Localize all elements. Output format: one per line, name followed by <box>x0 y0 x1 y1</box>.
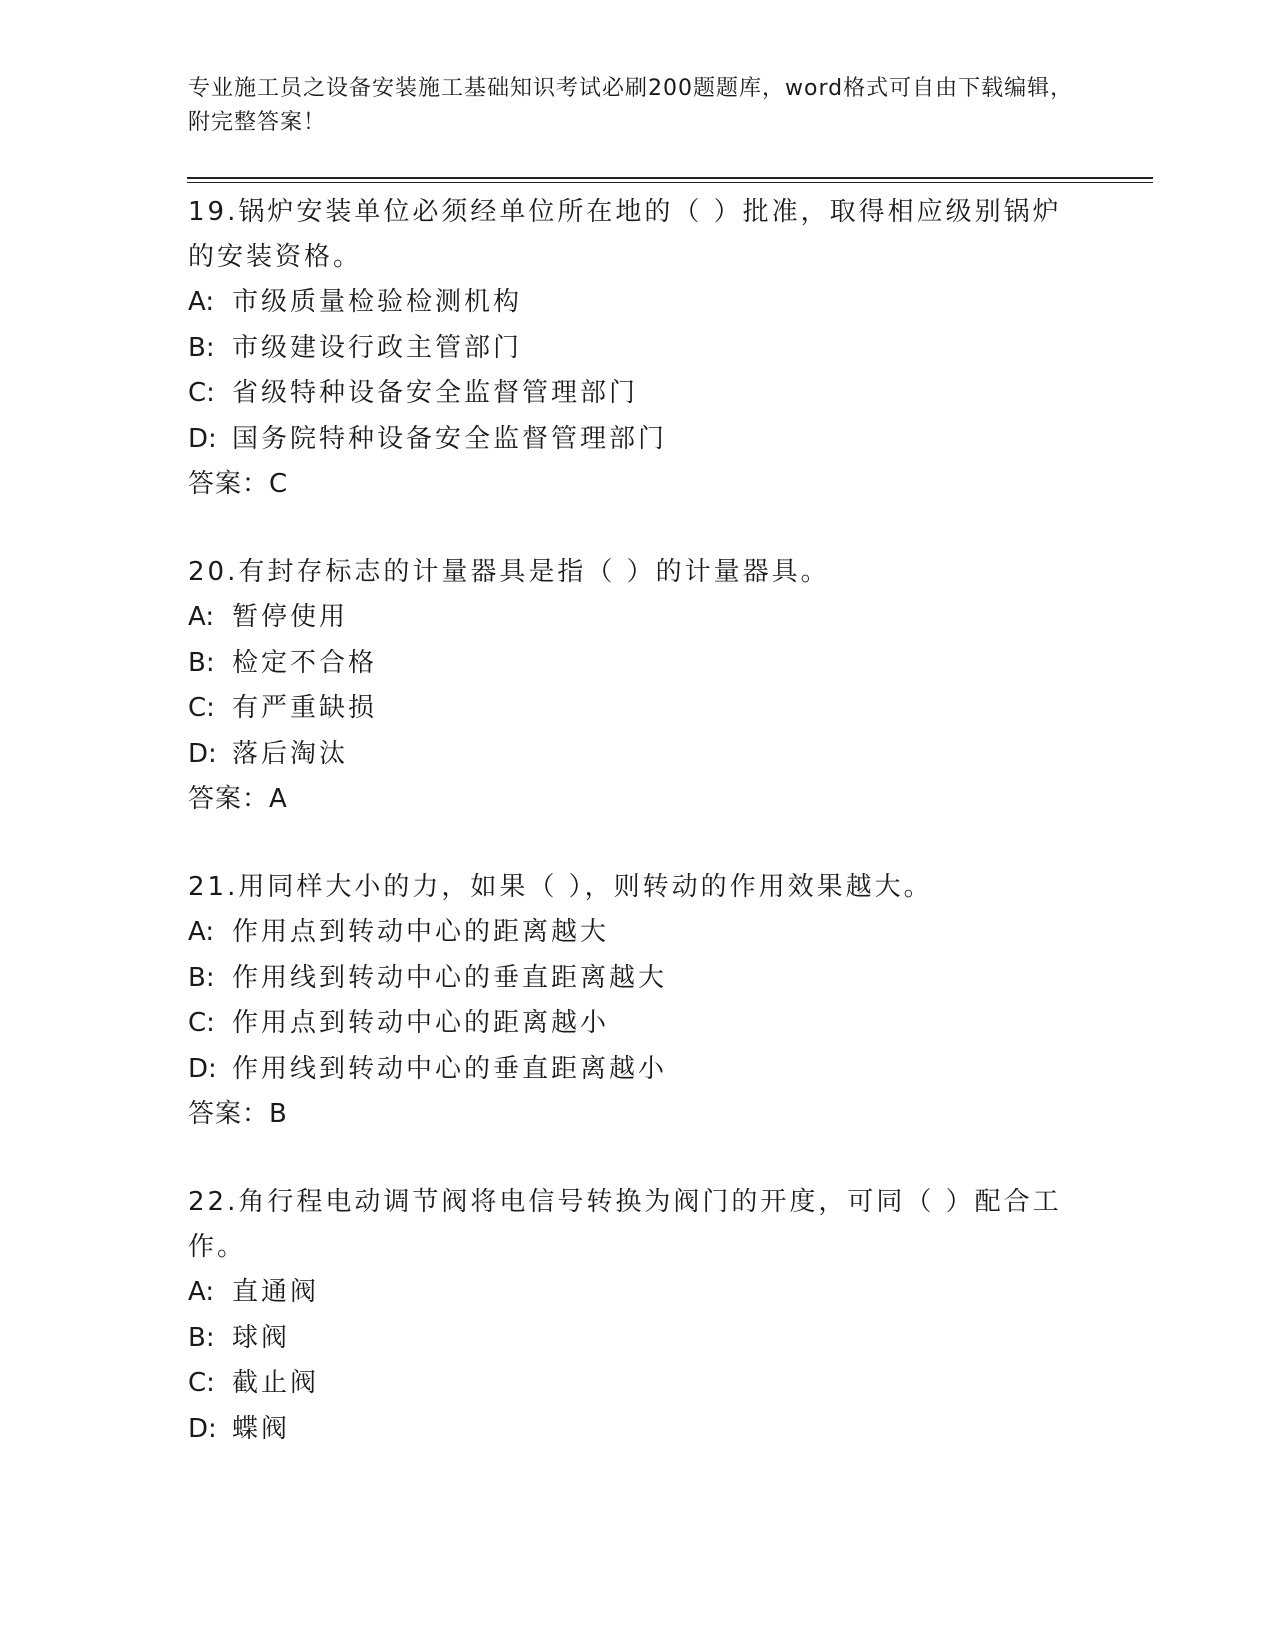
option-letter: A: <box>188 1277 215 1307</box>
option-text: 截止阀 <box>232 1368 320 1398</box>
option-b <box>188 326 1088 372</box>
option-text: 球阀 <box>232 1322 291 1353</box>
question-list <box>188 190 1088 1495</box>
question-stem: 21.用同样大小的力，如果（ ），则转动的作用效果越大。 <box>188 872 933 902</box>
option-text: 作用线到转动中心的垂直距离越小 <box>232 1053 668 1084</box>
option-text: 直通阀 <box>232 1277 320 1307</box>
option-a <box>188 910 1088 956</box>
option-b <box>188 641 1088 687</box>
option-letter: D: <box>188 423 217 454</box>
option-letter: A: <box>188 917 215 947</box>
option-a <box>188 595 1088 641</box>
option-letter: A: <box>188 287 215 317</box>
option-text: 蝶阀 <box>232 1413 291 1444</box>
option-letter: C: <box>188 378 215 408</box>
option-b <box>188 956 1088 1002</box>
option-letter: B: <box>188 647 215 678</box>
option-letter: D: <box>188 1053 217 1084</box>
option-text: 有严重缺损 <box>232 693 378 723</box>
option-text: 市级建设行政主管部门 <box>232 332 523 363</box>
option-d <box>188 417 1088 463</box>
option-a <box>188 1270 1088 1316</box>
header-divider <box>187 177 1153 179</box>
option-text: 暂停使用 <box>232 602 349 632</box>
option-letter: B: <box>188 962 215 993</box>
option-d <box>188 732 1088 778</box>
option-letter: B: <box>188 1322 215 1353</box>
option-letter: C: <box>188 1368 215 1398</box>
option-text: 落后淘汰 <box>232 738 349 769</box>
question-stem: 22.角行程电动调节阀将电信号转换为阀门的开度，可同（ ）配合工作。 <box>188 1187 1062 1262</box>
question-20 <box>188 550 1088 822</box>
option-c <box>188 1361 1088 1407</box>
document-header <box>188 72 1088 140</box>
option-b <box>188 1316 1088 1362</box>
answer: 答案：A <box>188 784 288 814</box>
option-letter: D: <box>188 738 217 769</box>
option-letter: B: <box>188 332 215 363</box>
question-stem: 20.有封存标志的计量器具是指（ ）的计量器具。 <box>188 557 830 587</box>
question-stem: 19.锅炉安装单位必须经单位所在地的（ ）批准，取得相应级别锅炉的安装资格。 <box>188 197 1062 272</box>
option-a <box>188 280 1088 326</box>
answer: 答案：C <box>188 469 289 499</box>
option-letter: A: <box>188 602 215 632</box>
option-text: 检定不合格 <box>232 647 378 678</box>
option-letter: C: <box>188 693 215 723</box>
option-letter: C: <box>188 1008 215 1038</box>
question-19 <box>188 190 1088 507</box>
option-text: 作用点到转动中心的距离越大 <box>232 917 610 947</box>
option-text: 市级质量检验检测机构 <box>232 287 523 317</box>
option-c <box>188 1001 1088 1047</box>
option-text: 作用线到转动中心的垂直距离越大 <box>232 962 668 993</box>
option-d <box>188 1407 1088 1453</box>
option-text: 国务院特种设备安全监督管理部门 <box>232 423 668 454</box>
question-21 <box>188 865 1088 1137</box>
option-text: 省级特种设备安全监督管理部门 <box>232 378 639 408</box>
option-letter: D: <box>188 1413 217 1444</box>
option-c <box>188 371 1088 417</box>
option-text: 作用点到转动中心的距离越小 <box>232 1008 610 1038</box>
question-22 <box>188 1180 1088 1452</box>
header-text: 专业施工员之设备安装施工基础知识考试必刷200题题库，word格式可自由下载编辑，附完整答案！ <box>188 76 1074 135</box>
option-d <box>188 1047 1088 1093</box>
header-divider-thin <box>187 182 1153 183</box>
option-c <box>188 686 1088 732</box>
answer: 答案：B <box>188 1099 288 1129</box>
